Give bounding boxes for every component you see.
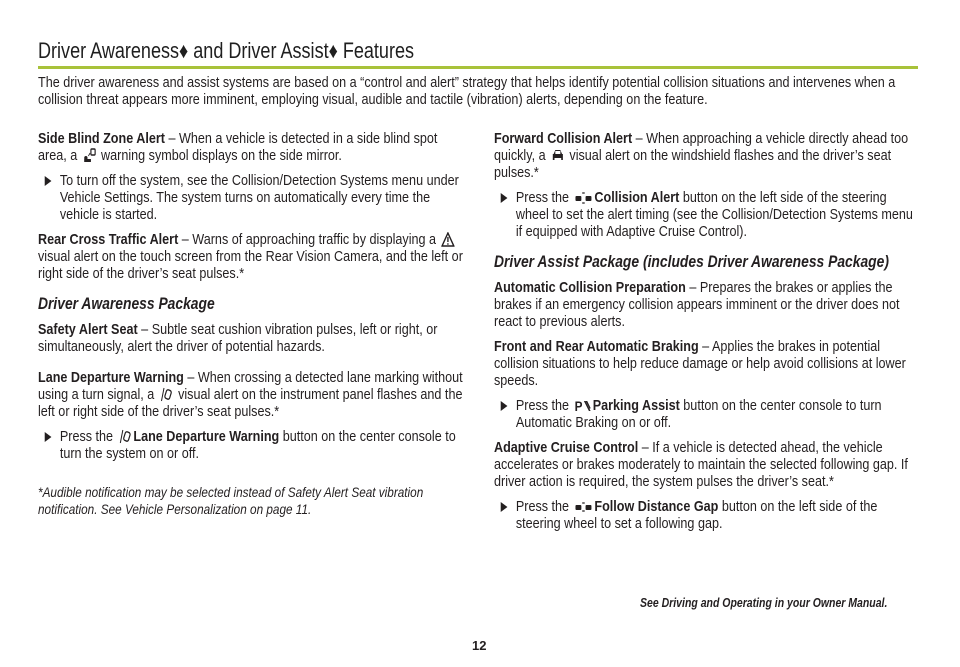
bullet-arrow-icon — [45, 176, 52, 186]
adaptive-cruise-control: Adaptive Cruise Control – If a vehicle is detected ahead, the vehicle accelerates or brakes moderately to maintain the selected following gap. If driver action is required, the system pulses the driver’s seat.* — [494, 439, 908, 490]
lane-departure-icon — [159, 387, 172, 402]
sbza-bullet: To turn off the system, see the Collision/Detection Systems menu under Vehicle Settings. The system turns on automatically every time the vehicle is started. — [38, 172, 466, 223]
page-number: 12 — [472, 638, 487, 653]
parking-assist-icon — [574, 398, 591, 413]
page-title: Driver Awareness♦ and Driver Assist♦ Features — [38, 38, 415, 63]
bullet-arrow-icon — [501, 502, 508, 512]
acc-bullet: Press the Follow Distance Gap button on the left side of the steering wheel to set a following gap. — [494, 498, 922, 532]
driver-awareness-package-heading: Driver Awareness Package — [38, 295, 215, 313]
automatic-collision-preparation: Automatic Collision Preparation – Prepares the brakes or applies the brakes if an emergency collision appears imminent or the driver does not react to previous alerts. — [494, 279, 900, 330]
collision-alert-icon — [574, 190, 592, 205]
bullet-arrow-icon — [501, 193, 508, 203]
front-rear-automatic-braking: Front and Rear Automatic Braking – Applies the brakes in potential collision situations to help reduce damage or help avoid collisions at lower speeds. — [494, 338, 906, 389]
owner-manual-reference: See Driving and Operating in your Owner Manual. — [640, 596, 888, 610]
lane-departure-warning: Lane Departure Warning – When crossing a detected lane marking without using a turn signal, a visual alert on the instrument panel flashes and the left or right side of the driver’s seat pulses.* — [38, 369, 463, 420]
left-column — [38, 130, 466, 518]
side-blind-zone-icon — [82, 148, 95, 163]
follow-distance-gap-icon — [574, 499, 592, 514]
safety-alert-seat: Safety Alert Seat – Subtle seat cushion vibration pulses, left or right, or simultaneously, alert the driver of potential hazards. — [38, 321, 438, 355]
side-blind-zone-alert: Side Blind Zone Alert – When a vehicle is detected in a side blind spot area, a warning symbol displays on the side mirror. — [38, 130, 438, 164]
warning-triangle-icon — [441, 232, 454, 247]
fca-bullet: Press the Collision Alert button on the left side of the steering wheel to set the alert timing (see the Collision/Detection Systems menu if equipped with Adaptive Cruise Control). — [494, 189, 922, 240]
frab-bullet: Press the P Parking Assist button on the center console to turn Automatic Braking on or off. — [494, 397, 922, 431]
rear-cross-traffic-alert: Rear Cross Traffic Alert – Warns of approaching traffic by displaying a visual alert on the touch screen from the Rear Vision Camera, and the left or right side of the driver’s seat pulses.* — [38, 231, 463, 282]
bullet-arrow-icon — [45, 432, 52, 442]
driver-assist-package-heading: Driver Assist Package (includes Driver Awareness Package) — [494, 253, 889, 271]
bullet-arrow-icon — [501, 401, 508, 411]
svg-text:P: P — [574, 398, 583, 413]
forward-collision-alert: Forward Collision Alert – When approaching a vehicle directly ahead too quickly, a visual alert on the windshield flashes and the driver’s seat pulses.* — [494, 130, 909, 181]
vehicle-ahead-icon — [551, 148, 564, 163]
right-column — [494, 130, 922, 540]
title-underline — [38, 66, 918, 69]
lane-departure-icon — [118, 429, 131, 444]
footnote: *Audible notification may be selected instead of Safety Alert Seat vibration notification. See Vehicle Personalization on page 11. — [38, 484, 424, 517]
intro-paragraph: The driver awareness and assist systems are based on a “control and alert” strategy that helps identify potential collision situations and intervenes when a collision threat appears more imminent, employing visual, audible and tactile (vibration) alerts, depending on the feature. — [38, 74, 896, 108]
ldw-bullet: Press the Lane Departure Warning button on the center console to turn the system on or off. — [38, 428, 466, 462]
